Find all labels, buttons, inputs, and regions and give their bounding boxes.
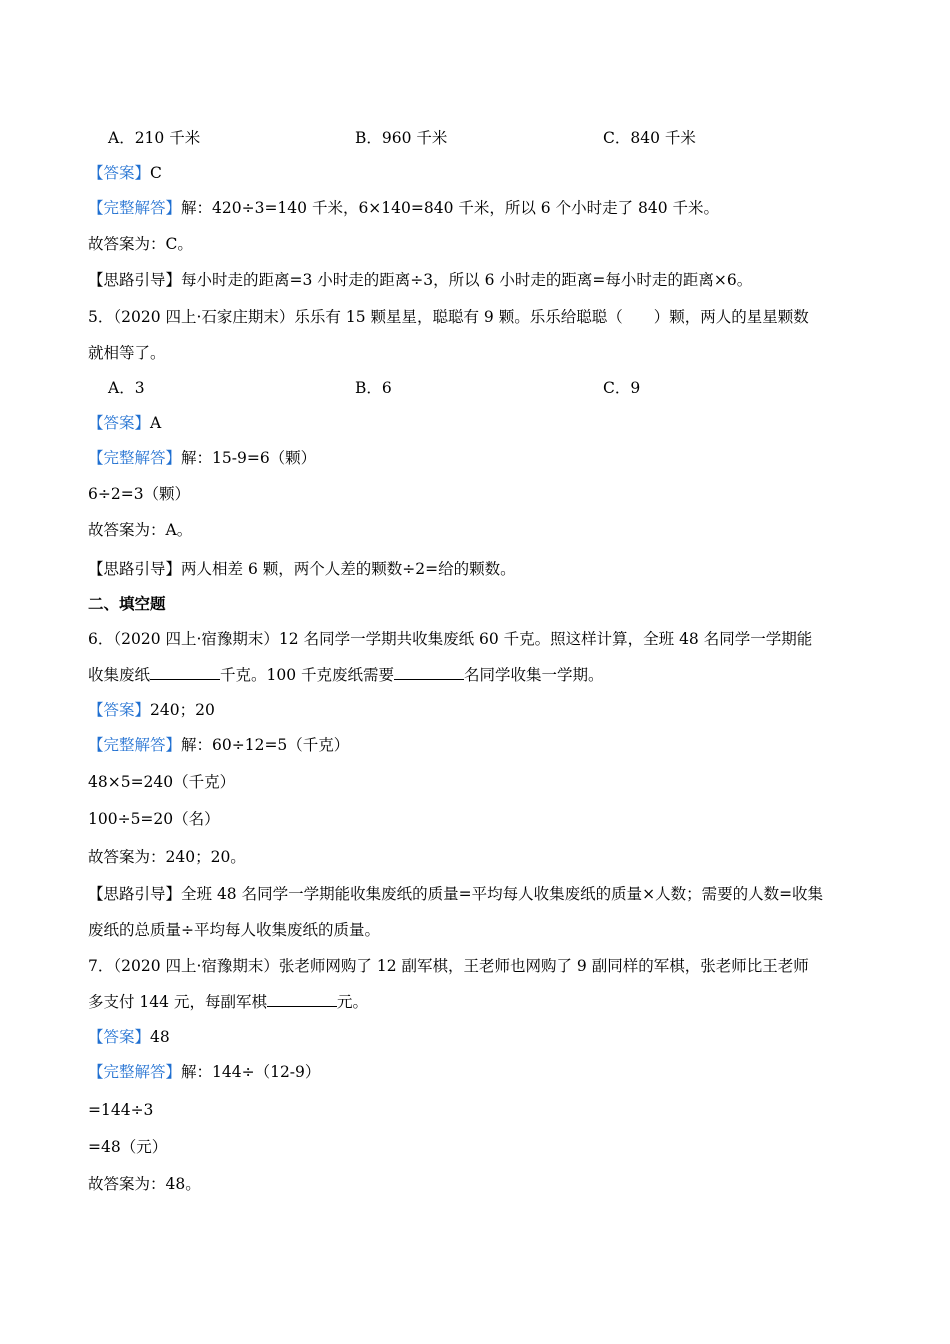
q6-hint-line2: 废纸的总质量÷平均每人收集废纸的质量。 [88, 921, 380, 939]
hint-tag: 【思路引导】 [88, 271, 182, 289]
solution-tag: 【完整解答】 [88, 736, 182, 754]
q6-question-line2 [88, 665, 604, 685]
q5-hint-line [88, 559, 516, 579]
answer-blank-3[interactable] [267, 992, 337, 1007]
q7-text-b: 元。 [336, 993, 368, 1011]
solution-tag: 【完整解答】 [88, 199, 182, 217]
q6-conclusion: 故答案为：240；20。 [88, 848, 246, 866]
q7-question-line1: 7．（2020 四上·宿豫期末）张老师网购了 12 副军棋，王老师也网购了 9 副同样的军棋，张老师比王老师 [88, 957, 809, 975]
q5-option-b: B．6 [355, 379, 392, 397]
q7-question-line2 [88, 992, 368, 1012]
answer-tag: 【答案】 [88, 1028, 151, 1046]
q4-solution: 解：420÷3=140 千米，6×140=840 千米，所以 6 个小时走了 840 千米。 [181, 199, 720, 217]
q6-hint-1: 全班 48 名同学一学期能收集废纸的质量=平均每人收集废纸的质量×人数；需要的人数=收集 [181, 885, 824, 903]
answer-blank-2[interactable] [394, 665, 464, 680]
solution-tag: 【完整解答】 [88, 449, 182, 467]
q6-text-a: 收集废纸 [88, 666, 151, 684]
q4-option-c: C．840 千米 [603, 129, 696, 147]
q5-question-line2: 就相等了。 [88, 344, 166, 362]
answer-tag: 【答案】 [88, 701, 151, 719]
q4-option-b: B．960 千米 [355, 129, 448, 147]
q5-answer: A [150, 414, 162, 432]
q5-solution: 解：15-9=6（颗） [181, 449, 317, 467]
q5-conclusion: 故答案为：A。 [88, 521, 193, 539]
solution-tag: 【完整解答】 [88, 1063, 182, 1081]
q6-answer-line [88, 700, 215, 720]
q4-conclusion: 故答案为：C。 [88, 235, 193, 253]
q7-solution: 解：144÷（12-9） [181, 1063, 321, 1081]
q7-answer: 48 [150, 1028, 170, 1046]
answer-tag: 【答案】 [88, 414, 151, 432]
q4-answer: C [150, 164, 162, 182]
q4-answer-line [88, 163, 162, 183]
q4-option-a: A．210 千米 [108, 129, 201, 147]
answer-blank-1[interactable] [150, 665, 220, 680]
hint-tag: 【思路引导】 [88, 885, 182, 903]
q7-solution-line [88, 1062, 320, 1082]
q7-step3: =48（元） [88, 1138, 168, 1156]
q6-step3: 100÷5=20（名） [88, 810, 220, 828]
q5-solution-line [88, 448, 316, 468]
q4-solution-line [88, 198, 719, 218]
q5-hint: 两人相差 6 颗，两个人差的颗数÷2=给的颗数。 [181, 560, 516, 578]
q6-solution: 解：60÷12=5（千克） [181, 736, 350, 754]
q6-text-c: 名同学收集一学期。 [464, 666, 604, 684]
q4-hint: 每小时走的距离=3 小时走的距离÷3，所以 6 小时走的距离=每小时走的距离×6。 [181, 271, 753, 289]
q6-question-line1: 6．（2020 四上·宿豫期末）12 名同学一学期共收集废纸 60 千克。照这样计算，全班 48 名同学一学期能 [88, 630, 813, 648]
q6-text-b: 千克。100 千克废纸需要 [220, 666, 395, 684]
q5-answer-line [88, 413, 161, 433]
q6-step2: 48×5=240（千克） [88, 773, 236, 791]
q5-option-c: C．9 [603, 379, 641, 397]
q6-hint-line1 [88, 884, 823, 904]
hint-tag: 【思路引导】 [88, 560, 182, 578]
q6-answer: 240；20 [150, 701, 215, 719]
q5-question-line1: 5．（2020 四上·石家庄期末）乐乐有 15 颗星星，聪聪有 9 颗。乐乐给聪聪（ ）颗，两人的星星颗数 [88, 308, 809, 326]
q6-solution-line [88, 735, 349, 755]
q7-answer-line [88, 1027, 170, 1047]
answer-tag: 【答案】 [88, 164, 151, 182]
q7-conclusion: 故答案为：48。 [88, 1175, 201, 1193]
q5-step2: 6÷2=3（颗） [88, 485, 191, 503]
q5-option-a: A．3 [108, 379, 145, 397]
section-heading: 二、填空题 [88, 595, 166, 613]
q7-text-a: 多支付 144 元，每副军棋 [88, 993, 267, 1011]
q4-hint-line [88, 270, 752, 290]
q7-step2: =144÷3 [88, 1101, 154, 1119]
